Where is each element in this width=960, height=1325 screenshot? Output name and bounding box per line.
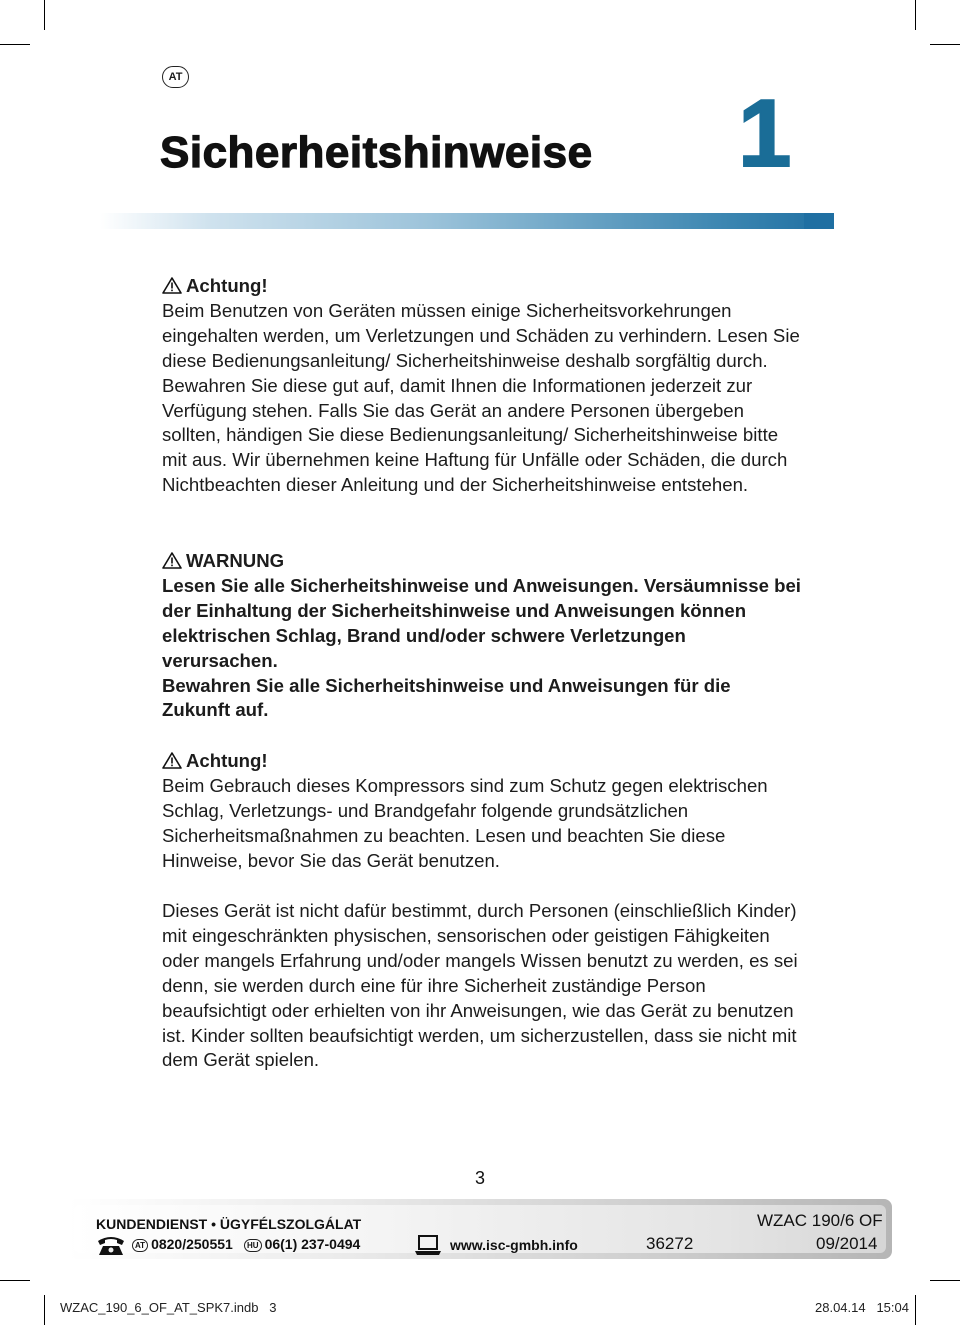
section-heading <box>162 549 802 574</box>
title-underline-bar <box>100 213 834 229</box>
country-code-badge: AT <box>132 1239 148 1252</box>
article-code: 36272 <box>646 1234 694 1253</box>
phone-number: 0820/250551 <box>151 1236 233 1252</box>
section-paragraph: Dieses Gerät ist nicht dafür bestimmt, durch Personen (einschließlich Kinder) mit eingeschränkten physischen, sensorischen oder geistigen Fähigkeiten oder mangels Erfahrung und/oder mangels Wissen benutzt zu werden, es sei denn, sie werden durch eine für ihre Sicherheit zuständige Person beaufsichtigt oder erhielten von ihr Anweisungen, wie das Gerät zu benutzen ist. Kinder sollten beaufsichtigt werden, um sicherzustellen, dass sie nicht mit dem Gerät spielen. <box>162 900 798 1071</box>
phone-number: 06(1) 237-0494 <box>264 1236 361 1252</box>
model-name: WZAC 190/6 OF <box>757 1211 883 1230</box>
warning-triangle-icon <box>162 752 182 769</box>
section-heading-text: WARNUNG <box>186 550 285 571</box>
crop-mark <box>0 44 30 45</box>
section-heading-text: Achtung! <box>186 275 268 296</box>
warning-triangle-icon <box>162 552 182 569</box>
crop-mark <box>915 0 916 30</box>
crop-mark <box>44 0 45 30</box>
country-code-badge: HU <box>244 1239 262 1252</box>
section-paragraph: Lesen Sie alle Sicherheitshinweise und Anweisungen. Versäumnisse bei der Einhaltung der Sicherheitshinweise und Anweisungen können elektrischen Schlag, Brand und/oder schwere Verletzungen verursachen. <box>162 574 801 671</box>
telephone-icon <box>96 1234 126 1256</box>
title-underline-bar-cap <box>804 213 834 229</box>
crop-mark <box>0 1280 30 1281</box>
print-slug-file: WZAC_190_6_OF_AT_SPK7.indb 3 <box>60 1300 277 1315</box>
warning-triangle-icon <box>162 277 182 294</box>
crop-mark <box>930 44 960 45</box>
print-slug-timestamp: 28.04.14 15:04 <box>815 1300 909 1315</box>
section-heading <box>162 749 802 774</box>
service-label: KUNDENDIENST • ÜGYFÉLSZOLGÁLAT <box>96 1216 362 1232</box>
crop-mark <box>915 1295 916 1325</box>
chapter-number: 1 <box>738 80 792 187</box>
section-paragraph: Beim Gebrauch dieses Kompressors sind zum Schutz gegen elektrischen Schlag, Verletzungs- und Brandgefahr folgende grundsätzlichen Sicherheitsmaßnahmen zu beachten. Lesen und beachten Sie diese Hinweise, bevor Sie das Gerät benutzen. <box>162 774 768 871</box>
safety-section-warnung <box>162 549 802 723</box>
service-footer <box>68 1199 892 1259</box>
safety-section-achtung-1 <box>162 274 802 498</box>
crop-mark <box>44 1295 45 1325</box>
edition-date: 09/2014 <box>816 1234 878 1253</box>
safety-section-children <box>162 899 802 1073</box>
section-heading <box>162 274 802 299</box>
laptop-icon <box>414 1234 442 1256</box>
crop-mark <box>930 1280 960 1281</box>
safety-section-achtung-2 <box>162 749 802 874</box>
country-badge: AT <box>162 66 189 88</box>
phone-at <box>132 1236 233 1252</box>
page-number: 3 <box>474 1168 485 1188</box>
section-paragraph: Bewahren Sie alle Sicherheitshinweise und Anweisungen für die Zukunft auf. <box>162 674 731 721</box>
section-heading-text: Achtung! <box>186 750 268 771</box>
page-title: Sicherheitshinweise <box>160 128 593 177</box>
website-link[interactable]: www.isc-gmbh.info <box>450 1237 578 1253</box>
phone-hu <box>244 1236 360 1252</box>
section-paragraph: Beim Benutzen von Geräten müssen einige Sicherheitsvorkehrungen eingehalten werden, um Verletzungen und Schäden zu verhindern. Lesen Sie diese Bedienungsanleitung/ Sicherheitshinweise deshalb sorgfältig durch. Bewahren Sie diese gut auf, damit Ihnen die Informationen jederzeit zur Verfügung stehen. Falls Sie das Gerät an andere Personen übergeben sollten, händigen Sie diese Bedienungsanleitung/ Sicherheitshinweise bitte mit aus. Wir übernehmen keine Haftung für Unfälle oder Schäden, die durch Nichtbeachten dieser Anleitung und der Sicherheitshinweise entstehen. <box>162 299 800 496</box>
